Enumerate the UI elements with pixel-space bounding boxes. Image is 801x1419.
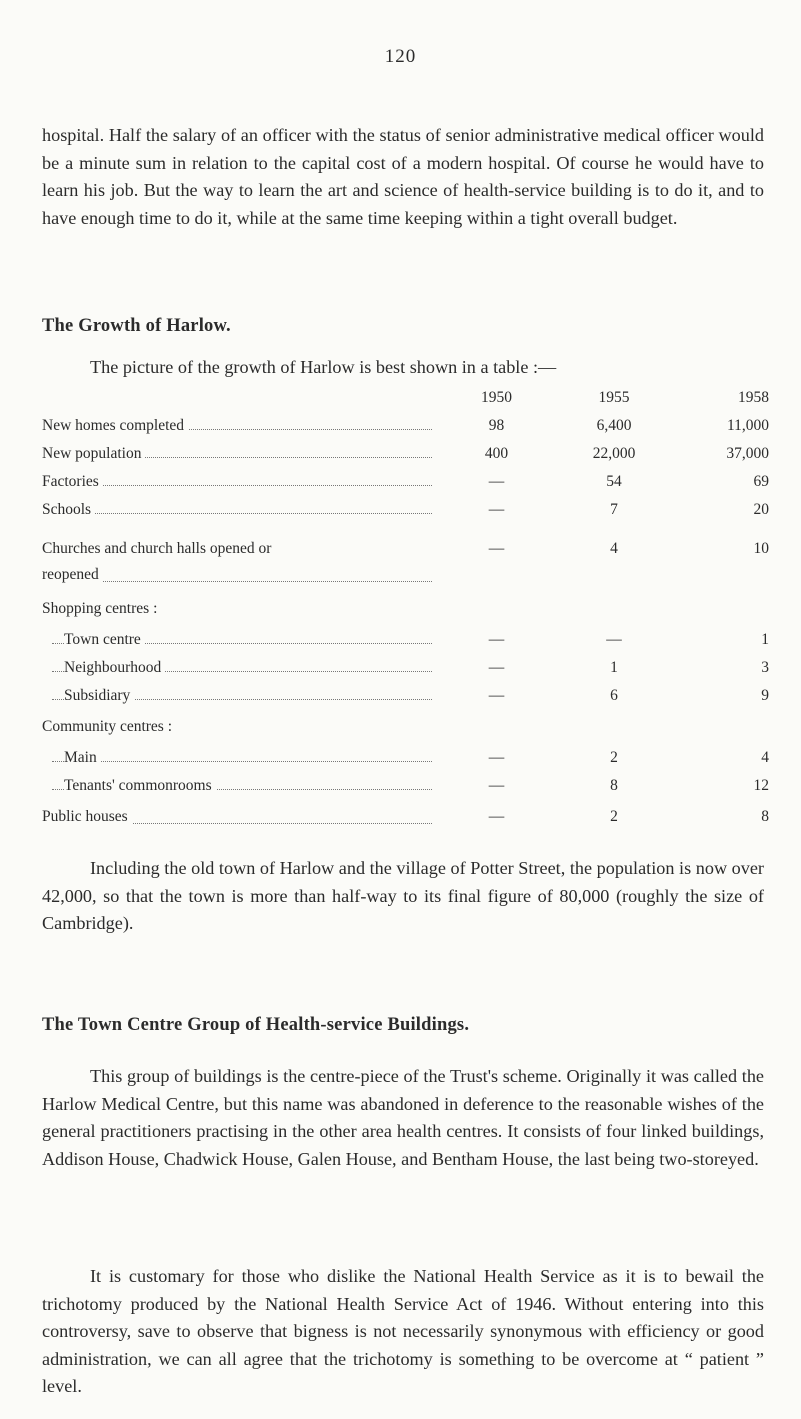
table-row-continuation	[42, 558, 775, 592]
table-group-row	[42, 592, 775, 626]
cell-value: 69	[753, 473, 769, 490]
cell-value: 11,000	[726, 417, 769, 434]
group-label-community: Community centres :	[42, 718, 176, 735]
cell-value: 1	[761, 631, 769, 648]
cell-value: 37,000	[726, 445, 769, 462]
cell-value: 400	[484, 445, 509, 462]
cell-value: 4	[761, 749, 769, 766]
cell-value: 8	[610, 777, 618, 794]
table-header-row	[42, 384, 775, 412]
table-row	[42, 800, 775, 834]
column-header-1955: 1955	[598, 389, 630, 406]
cell-value: 8	[761, 808, 769, 825]
column-header-1950: 1950	[481, 389, 512, 406]
cell-value: —	[488, 749, 505, 766]
cell-value: 20	[753, 501, 769, 518]
paragraph-trichotomy: It is customary for those who dislike the National Health Service as it is to bewail the trichotomy produced by the National Health Service Act of 1946. Without entering into this controversy, save to observe that bigness is not necessarily synonymous with efficiency or good administration, we can all agree that the trichotomy is something to be overcome at “ patient ” level.	[42, 1266, 764, 1397]
cell-value: 6	[610, 687, 618, 704]
cell-value: 2	[610, 749, 618, 766]
row-label: Town centre	[64, 631, 145, 648]
table-intro: The picture of the growth of Harlow is best shown in a table :—	[90, 357, 557, 377]
row-label: Main	[64, 749, 101, 766]
cell-value: 12	[753, 777, 769, 794]
cell-value: 1	[610, 659, 618, 676]
group-label-shopping: Shopping centres :	[42, 600, 161, 617]
row-label: Tenants' commonrooms	[64, 777, 216, 794]
row-label: Neighbourhood	[64, 659, 165, 676]
heading-growth-of-harlow: The Growth of Harlow.	[42, 316, 231, 336]
row-label-continuation: reopened	[42, 566, 103, 583]
cell-value: 3	[761, 659, 769, 676]
growth-table	[42, 384, 775, 834]
table-row	[42, 654, 775, 682]
cell-value: 4	[610, 540, 618, 557]
row-label: Factories	[42, 473, 103, 490]
cell-value: —	[488, 687, 505, 704]
cell-value: 6,400	[596, 417, 632, 434]
heading-town-centre-group: The Town Centre Group of Health-service Buildings.	[42, 1015, 470, 1035]
table-row	[42, 440, 775, 468]
table-row	[42, 772, 775, 800]
table-row	[42, 412, 775, 440]
row-label: Churches and church halls opened or	[42, 540, 275, 557]
paragraph-hospital: hospital. Half the salary of an officer with the status of senior administrative medical officer would be a minute sum in relation to the capital cost of a modern hospital. Of course he would have to learn his job. But the way to learn the art and science of health-service building is to do it, and to have enough time to do it, while at the same time keeping within a tight overall budget.	[42, 125, 764, 228]
cell-value: —	[488, 631, 505, 648]
cell-value: 10	[753, 540, 769, 557]
cell-value: 54	[606, 473, 622, 490]
cell-value: 22,000	[592, 445, 636, 462]
table-row	[42, 468, 775, 496]
page-number: 120	[384, 46, 417, 67]
cell-value: —	[488, 473, 505, 490]
row-label: Public houses	[42, 808, 132, 825]
paragraph-population: Including the old town of Harlow and the village of Potter Street, the population is now over 42,000, so that the town is more than half-way to its final figure of 80,000 (roughly the size of Cambridge).	[42, 858, 764, 934]
table-row	[42, 744, 775, 772]
cell-value: —	[488, 777, 505, 794]
table-group-row	[42, 710, 775, 744]
row-label: New population	[42, 445, 145, 462]
row-label: New homes completed	[42, 417, 188, 434]
table-row	[42, 496, 775, 524]
row-label: Subsidiary	[64, 687, 134, 704]
table-row	[42, 626, 775, 654]
paragraph-group-of-buildings: This group of buildings is the centre-piece of the Trust's scheme. Originally it was called the Harlow Medical Centre, but this name was abandoned in deference to the reasonable wishes of the general practitioners practising in the other area health centres. It consists of four linked buildings, Addison House, Chadwick House, Galen House, and Bentham House, the last being two-storeyed.	[42, 1066, 764, 1169]
cell-value: —	[488, 808, 505, 825]
row-label: Schools	[42, 501, 95, 518]
cell-value: —	[488, 659, 505, 676]
cell-value: 7	[610, 501, 618, 518]
cell-value: 9	[761, 687, 769, 704]
cell-value: —	[606, 631, 622, 648]
table-row	[42, 682, 775, 710]
column-header-1958: 1958	[738, 389, 769, 406]
cell-value: —	[488, 540, 505, 557]
cell-value: 2	[610, 808, 618, 825]
cell-value: —	[488, 501, 505, 518]
table-row	[42, 524, 775, 558]
cell-value: 98	[488, 417, 505, 434]
